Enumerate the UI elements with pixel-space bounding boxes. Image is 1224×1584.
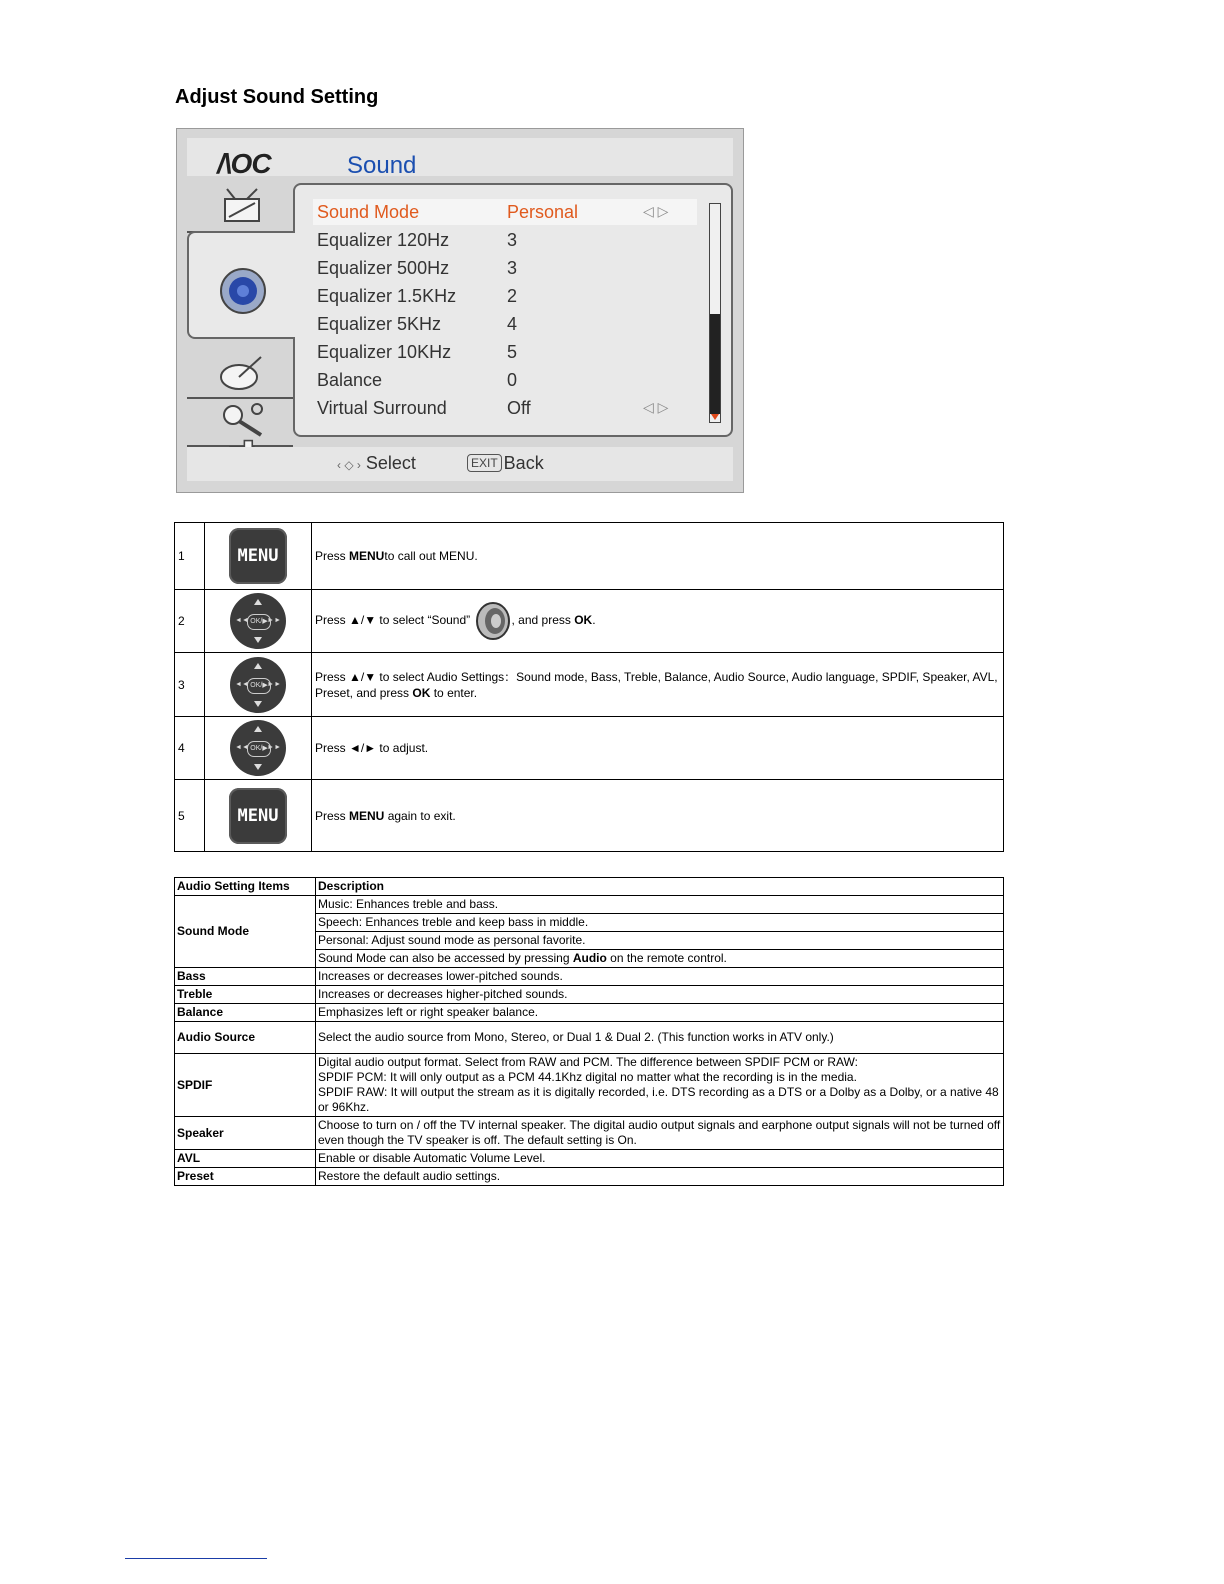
step-number: 4 (175, 717, 205, 780)
dpad-icon: ◄◄ ►► OK/▶ (230, 657, 286, 713)
step-row (175, 590, 1004, 653)
osd-row-value: 4 (507, 314, 518, 334)
osd-row-eq-5k[interactable] (313, 311, 697, 337)
osd-row-value: 0 (507, 370, 518, 390)
nav-arrows-icon: ‹ ◇ › (337, 458, 361, 472)
step-number: 3 (175, 653, 205, 717)
osd-row-label: Equalizer 10KHz (317, 342, 452, 362)
osd-row-value: 2 (507, 286, 518, 306)
osd-header (187, 138, 733, 179)
osd-row-eq-120[interactable] (313, 227, 697, 253)
table-row (175, 1150, 1004, 1168)
setting-description: Select the audio source from Mono, Stereo, or Dual 1 & Dual 2. (This function works in ATV only.) (316, 1022, 1004, 1054)
left-right-arrows-icon: ◁ ▷ (643, 203, 669, 219)
setting-description: Increases or decreases lower-pitched sounds. (316, 968, 1004, 986)
table-row (175, 1117, 1004, 1150)
setting-description: Personal: Adjust sound mode as personal favorite. (316, 932, 1004, 950)
tv-picture-icon (217, 187, 267, 225)
setting-description: Choose to turn on / off the TV internal speaker. The digital audio output signals and earphone output signals will not be turned off even though the TV speaker is off. The default setting is On. (316, 1117, 1004, 1150)
table-row (175, 1004, 1004, 1022)
channel-tab (187, 347, 293, 399)
back-hint (467, 453, 544, 474)
setting-description: Digital audio output format. Select from RAW and PCM. The difference between SPDIF PCM or RAW: SPDIF PCM: It will only output as a PCM 44.1Khz digital no matter what the recording is in the media. SPDIF RAW: It will output the stream as it is digitally recorded, i.e. DTS recording as a DTS or a Dolby as a Dolby, or a native 48 or 96Khz. (316, 1054, 1004, 1117)
dpad-icon: ◄◄ ►► OK/▶ (230, 720, 286, 776)
speaker-icon (217, 265, 269, 317)
steps-table (174, 522, 1004, 852)
setting-item: Treble (175, 986, 316, 1004)
table-row (175, 1054, 1004, 1117)
osd-row-label: Sound Mode (317, 202, 420, 222)
osd-row-label: Balance (317, 370, 383, 390)
step-text: Press MENUto call out MENU. (312, 523, 1004, 590)
step-row (175, 653, 1004, 717)
step-text: Press ▲/▼ to select “Sound” , and press OK. (312, 590, 1004, 653)
column-header: Description (316, 878, 1004, 896)
sound-tab (187, 231, 295, 339)
osd-category-tabs (187, 181, 293, 467)
table-row (175, 1022, 1004, 1054)
osd-row-label: Equalizer 1.5KHz (317, 286, 457, 306)
osd-row-label: Equalizer 5KHz (317, 314, 442, 334)
osd-settings-panel (293, 183, 733, 437)
select-label: Select (365, 453, 416, 473)
osd-row-sound-mode[interactable] (313, 199, 697, 225)
aoc-logo: /\OC (217, 148, 271, 179)
table-row (175, 968, 1004, 986)
setting-description: Sound Mode can also be accessed by pressing Audio on the remote control. (316, 950, 1004, 968)
footnote-separator (125, 1558, 267, 1559)
step-icon-cell (205, 590, 312, 653)
osd-row-eq-500[interactable] (313, 255, 697, 281)
table-row (175, 896, 1004, 914)
step-number: 2 (175, 590, 205, 653)
setting-item: Speaker (175, 1117, 316, 1150)
table-row (175, 1168, 1004, 1186)
osd-footer (187, 447, 733, 481)
osd-row-label: Equalizer 120Hz (317, 230, 450, 250)
step-icon-cell (205, 523, 312, 590)
picture-tab (187, 181, 293, 233)
setting-item: SPDIF (175, 1054, 316, 1117)
setting-item: Audio Source (175, 1022, 316, 1054)
setting-item: Bass (175, 968, 316, 986)
setting-description: Increases or decreases higher-pitched sounds. (316, 986, 1004, 1004)
page-title: Adjust Sound Setting (175, 86, 379, 108)
osd-row-value: Off (507, 398, 531, 418)
audio-settings-table (174, 877, 1004, 1186)
step-number: 1 (175, 523, 205, 590)
step-row (175, 780, 1004, 852)
setting-item: Sound Mode (175, 896, 316, 968)
tv-osd-screenshot (176, 128, 744, 493)
osd-row-label: Equalizer 500Hz (317, 258, 450, 278)
scroll-down-icon (711, 414, 719, 420)
osd-row-value: 3 (507, 230, 518, 250)
table-header-row (175, 878, 1004, 896)
osd-row-balance[interactable] (313, 367, 697, 393)
scrollbar-thumb[interactable] (710, 314, 720, 414)
back-label: Back (503, 453, 544, 473)
left-right-arrows-icon: ◁ ▷ (643, 399, 669, 415)
exit-key-icon: EXIT (467, 454, 502, 472)
osd-row-value: Personal (507, 202, 579, 222)
step-text: Press ▲/▼ to select Audio Settings：Sound mode, Bass, Treble, Balance, Audio Source, Audio language, SPDIF, Speaker, AVL, Preset, and press OK to enter. (312, 653, 1004, 717)
osd-row-virtual-surround[interactable] (313, 395, 697, 421)
dpad-icon: ◄◄ ►► OK/▶ (230, 593, 286, 649)
step-icon-cell (205, 653, 312, 717)
setting-item: AVL (175, 1150, 316, 1168)
osd-row-eq-10k[interactable] (313, 339, 697, 365)
step-row (175, 523, 1004, 590)
sound-speaker-icon (474, 601, 512, 641)
table-row (175, 986, 1004, 1004)
osd-row-label: Virtual Surround (317, 398, 447, 418)
osd-row-eq-1-5k[interactable] (313, 283, 697, 309)
step-text: Press MENU again to exit. (312, 780, 1004, 852)
column-header: Audio Setting Items (175, 878, 316, 896)
setting-description: Emphasizes left or right speaker balance. (316, 1004, 1004, 1022)
setting-description: Enable or disable Automatic Volume Level. (316, 1150, 1004, 1168)
osd-row-value: 3 (507, 258, 518, 278)
step-icon-cell (205, 717, 312, 780)
select-hint (337, 453, 416, 474)
step-icon-cell (205, 780, 312, 852)
step-number: 5 (175, 780, 205, 852)
osd-row-value: 5 (507, 342, 518, 362)
setting-description: Music: Enhances treble and bass. (316, 896, 1004, 914)
menu-button-icon: MENU (229, 788, 287, 844)
step-row (175, 717, 1004, 780)
osd-title: Sound (347, 152, 417, 179)
setting-description: Speech: Enhances treble and keep bass in middle. (316, 914, 1004, 932)
menu-button-icon: MENU (229, 528, 287, 584)
setting-description: Restore the default audio settings. (316, 1168, 1004, 1186)
setting-item: Preset (175, 1168, 316, 1186)
osd-scrollbar[interactable] (709, 203, 721, 423)
setting-item: Balance (175, 1004, 316, 1022)
satellite-dish-icon (217, 353, 267, 391)
step-text: Press ◄/► to adjust. (312, 717, 1004, 780)
